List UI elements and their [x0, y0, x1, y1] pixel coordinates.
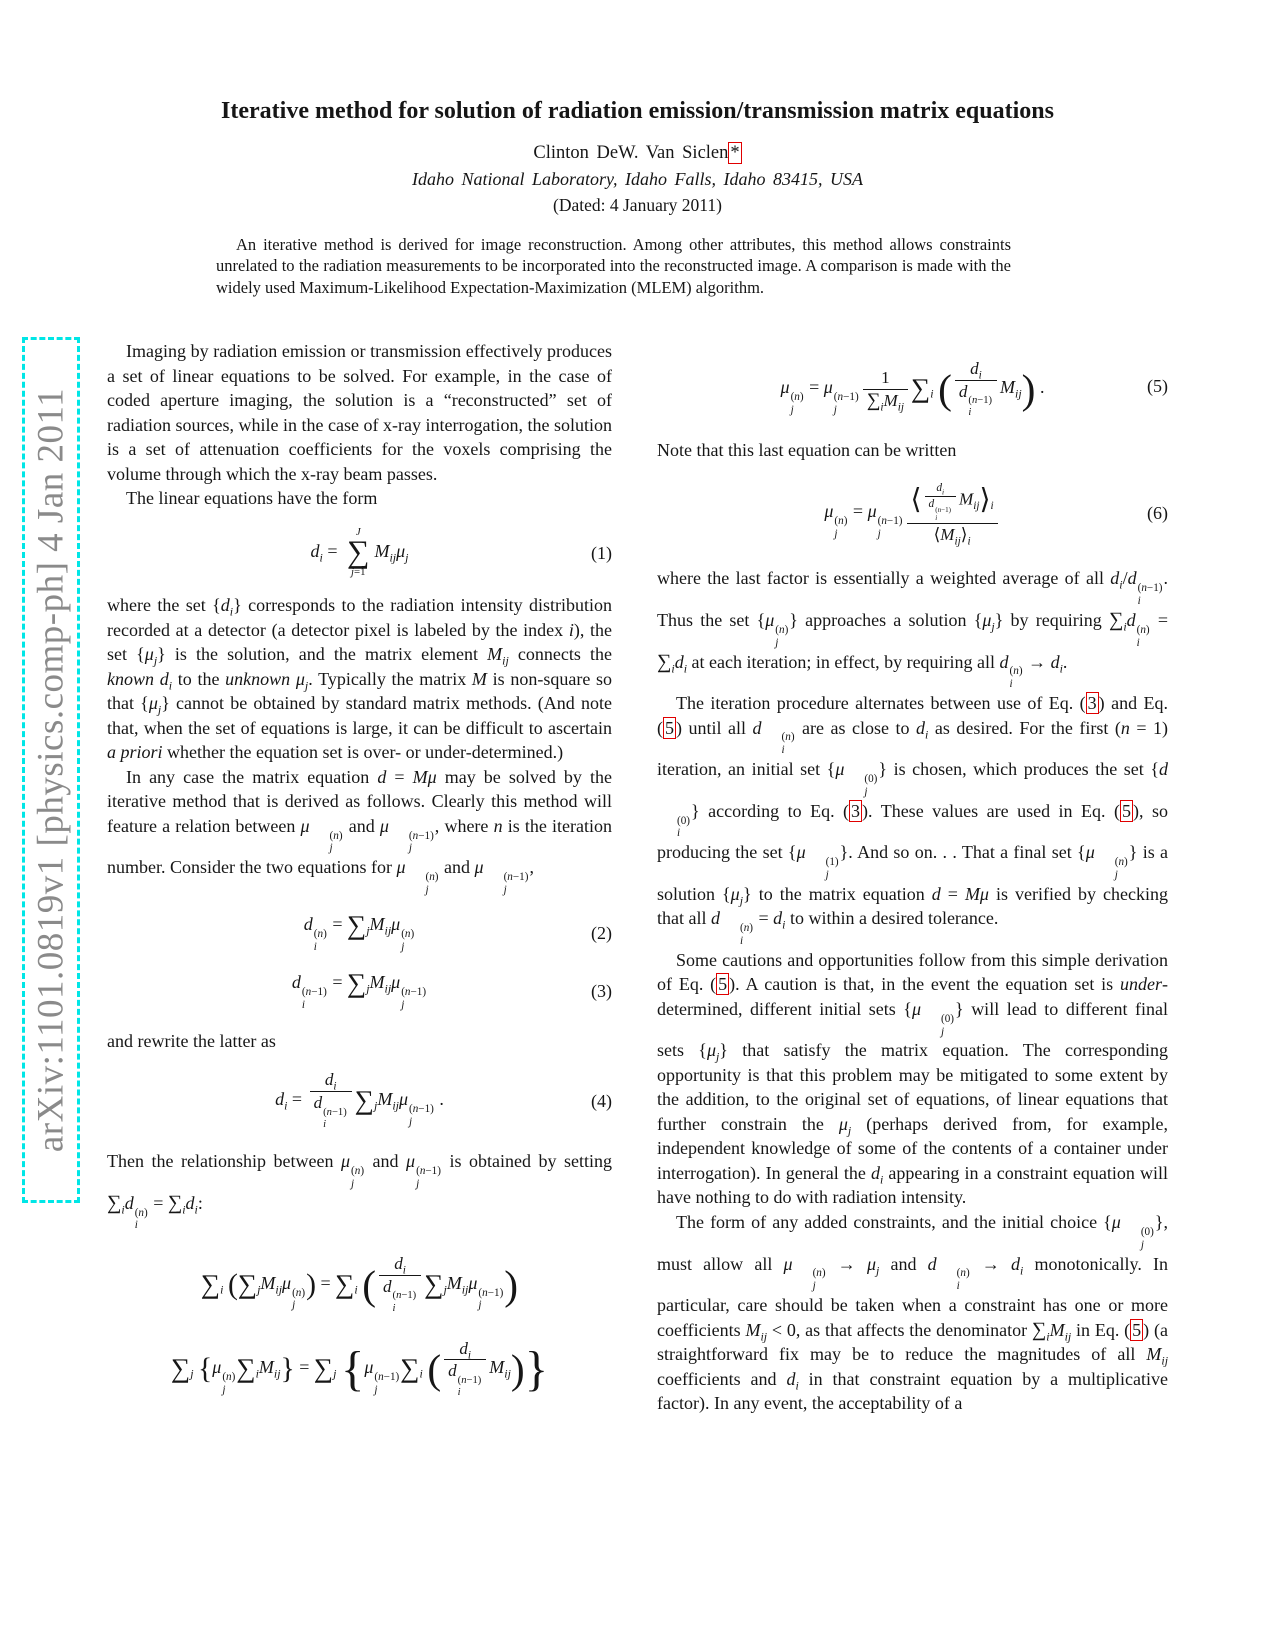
author-footnote-link[interactable]: * [730, 143, 740, 163]
equation-5-body: μ (n) j = μ (n−1) j 1 $\sum_iM_{ij}$ $\sum_i$ ( $d_i$ d (n−1) i $M_{ij}$) . [780, 359, 1045, 419]
equation-2-body: d (n) i = $\sum_jM_{ij}\mu$ (n) j [303, 909, 415, 953]
paragraph-then-relationship: Then the relationship between μ (n) j and μ (n−1) j is obtained by setting $\sum_id$ (n) i = $\sum_id_i$: [107, 1151, 612, 1232]
equation-6 [657, 482, 1168, 548]
paragraph-in-any-case: In any case the matrix equation d = Mμ may be solved by the iterative method that is derived as follows. Clearly this method will feature a relation between μ (n) j and μ (n−1) j , where n is the iteration number. Consider the two equations for μ (n) j and μ (n−1) j , [107, 766, 612, 897]
affiliation: Idaho National Laboratory, Idaho Falls, Idaho 83415, USA [411, 169, 863, 189]
eq-ref-link[interactable]: 5 [1122, 800, 1132, 821]
eq-ref-link[interactable]: 5 [665, 717, 674, 738]
paragraph-note-last-equation: Note that this last equation can be written [657, 439, 957, 460]
equation-balance-sum-i [107, 1254, 612, 1315]
equation-6-body: μ (n) j = μ (n−1) j ⟨ $d_i$ d (n−1) i $M_{ij}⟩_i$ $⟨M_{ij}⟩_i$ [824, 501, 1000, 521]
equation-balance-j-body: $\sum_j$ {μ (n) j $\sum_iM_{ij}\} = \sum_j$ {μ (n−1) j $\sum_i$ ( $d_i$ d (n−1) i $M_{ij}$)} [170, 1338, 549, 1399]
author-name: Clinton DeW. Van Siclen [533, 143, 729, 163]
eq-ref-link[interactable]: 5 [718, 974, 728, 995]
equation-3 [107, 970, 612, 1012]
paragraph-where-set: where the set $\{d_i\}$ corresponds to the radiation intensity distribution recorded at a detector (a detector pixel is labeled by the index i), the set $\{\mu_j\}$ is the solution, and the matrix element $M_{ij}$ connects the known $d_i$ to the unknown $\mu_j$. Typically the matrix M is non-square so that $\{\mu_j\}$ cannot be obtained by standard matrix methods. (And note that, when the set of equations is large, it can be difficult to ascertain a priori whether the equation set is over- or under-determined.) [107, 595, 613, 763]
equation-balance-sum-j [107, 1339, 612, 1400]
paragraph-weighted-average: where the last factor is essentially a weighted average of all $d_i/d$ (n−1) i . Thus the set {μ (n) j } approaches a solution $\{\mu_j\}$ by requiring $\sum_id$ (n) i = $\sum_id_i$ at each iteration; in effect, by requiring all d (n) i → $d_i$. [657, 568, 1168, 691]
equation-6-number: (6) [1147, 502, 1168, 523]
equation-1-body: $d_i$ = J ∑ j=1 $M_{ij}\mu_j$ [310, 525, 409, 579]
paper-header [107, 0, 1168, 298]
eq-ref-link[interactable]: 5 [1132, 1319, 1142, 1340]
right-column [657, 339, 1168, 1416]
equation-1 [107, 527, 612, 580]
paragraph-rewrite-latter: and rewrite the latter as [107, 1030, 276, 1051]
equation-5 [657, 353, 1168, 420]
eq-ref-link[interactable]: 3 [851, 800, 861, 821]
date-line: (Dated: 4 January 2011) [553, 195, 722, 215]
equation-2-number: (2) [591, 922, 612, 943]
abstract-text: An iterative method is derived for image reconstruction. Among other attributes, this method allows constraints unrelated to the radiation measurements to be incorporated into the reconstructed image. A comparison is made with the widely used Maximum-Likelihood Expectation-Maximization (MLEM) algorithm. [216, 235, 1011, 297]
arxiv-stamp-text: arXiv:1101.0819v1 [physics.comp-ph] 4 Jan 2011 [30, 387, 72, 1153]
paragraph-imaging-intro: Imaging by radiation emission or transmission effectively produces a set of linear equations to be solved. For example, in the case of coded aperture imaging, the solution is a “reconstructed” set of radiation sources, while in the case of x-ray interrogation, the solution is a set of attenuation coefficients for the voxels comprising the volume through which the x-ray beam passes. [107, 341, 612, 484]
equation-3-number: (3) [591, 980, 612, 1001]
equation-balance-i-body: $\sum_i$ ($\sum_jM_{ij}\mu$ (n) j ) = $\sum_i$ ( $d_i$ d (n−1) i $\sum_jM_{ij}\mu$ (n−1) j ) [200, 1254, 519, 1314]
equation-4-number: (4) [591, 1090, 612, 1111]
arxiv-stamp-box [22, 337, 80, 1203]
equation-1-number: (1) [591, 542, 612, 563]
paper-title: Iterative method for solution of radiation emission/transmission matrix equations [221, 98, 1054, 124]
equation-4-body: $d_i$ = $d_i$ d (n−1) i $\sum_jM_{ij}\mu$ (n−1) j . [275, 1070, 444, 1130]
paragraph-constraints-form: The form of any added constraints, and the initial choice {μ (0) j }, must allow all μ (n) j → $\mu_j$ and d (n) i → $d_i$ monotonically. In particular, care should be taken when a constraint has one or more coefficients $M_{ij} < 0$, as that affects the denominator $\sum_iM_{ij}$ in Eq. ( 5 ) (a straightforward fix may be to reduce the magnitudes of all $M_{ij}$ coefficients and $d_i$ in that constraint equation by a multiplicative factor). In any event, the acceptability of a [657, 1211, 1169, 1414]
equation-4 [107, 1070, 612, 1131]
equation-5-number: (5) [1147, 376, 1168, 397]
author-line [107, 143, 1168, 164]
left-column [107, 339, 612, 1405]
paragraph-cautions-opportunities: Some cautions and opportunities follow from this simple derivation of Eq. ( 5 ). A caution is that, in the event the equation set is under-determined, different initial sets {μ (0) j } will lead to different final sets $\{\mu_j\}$ that satisfy the matrix equation. The corresponding opportunity is that this problem may be mitigated to some extent by the addition, to the original set of equations, of linear equations that further constrain the $\mu_j$ (perhaps derived from, for example, independent knowledge of some of the contents of a container under interrogation). In general the $d_i$ appearing in a constraint equation will have nothing to do with radiation intensity. [657, 949, 1169, 1208]
equation-3-body: d (n−1) i = $\sum_jM_{ij}\mu$ (n−1) j [291, 968, 427, 1012]
paragraph-linear-form: The linear equations have the form [126, 488, 378, 508]
equation-2 [107, 909, 612, 954]
paragraph-iteration-procedure: The iteration procedure alternates between use of Eq. ( 3 ) and Eq. ( 5 ) until all d (n) i are as close to $d_i$ as desired. For the first (n = 1) iteration, an initial set {μ (0) j } is chosen, which produces the set {d (0) i } according to Eq. ( 3 ). These values are used in Eq. ( 5 ), so producing the set {μ (1) j }. And so on. . . That a final set {μ (n) j } is a solution $\{\mu_j\}$ to the matrix equation d = Mμ is verified by checking that all d (n) i = $d_i$ to within a desired tolerance. [657, 693, 1169, 948]
eq-ref-link[interactable]: 3 [1087, 693, 1097, 714]
